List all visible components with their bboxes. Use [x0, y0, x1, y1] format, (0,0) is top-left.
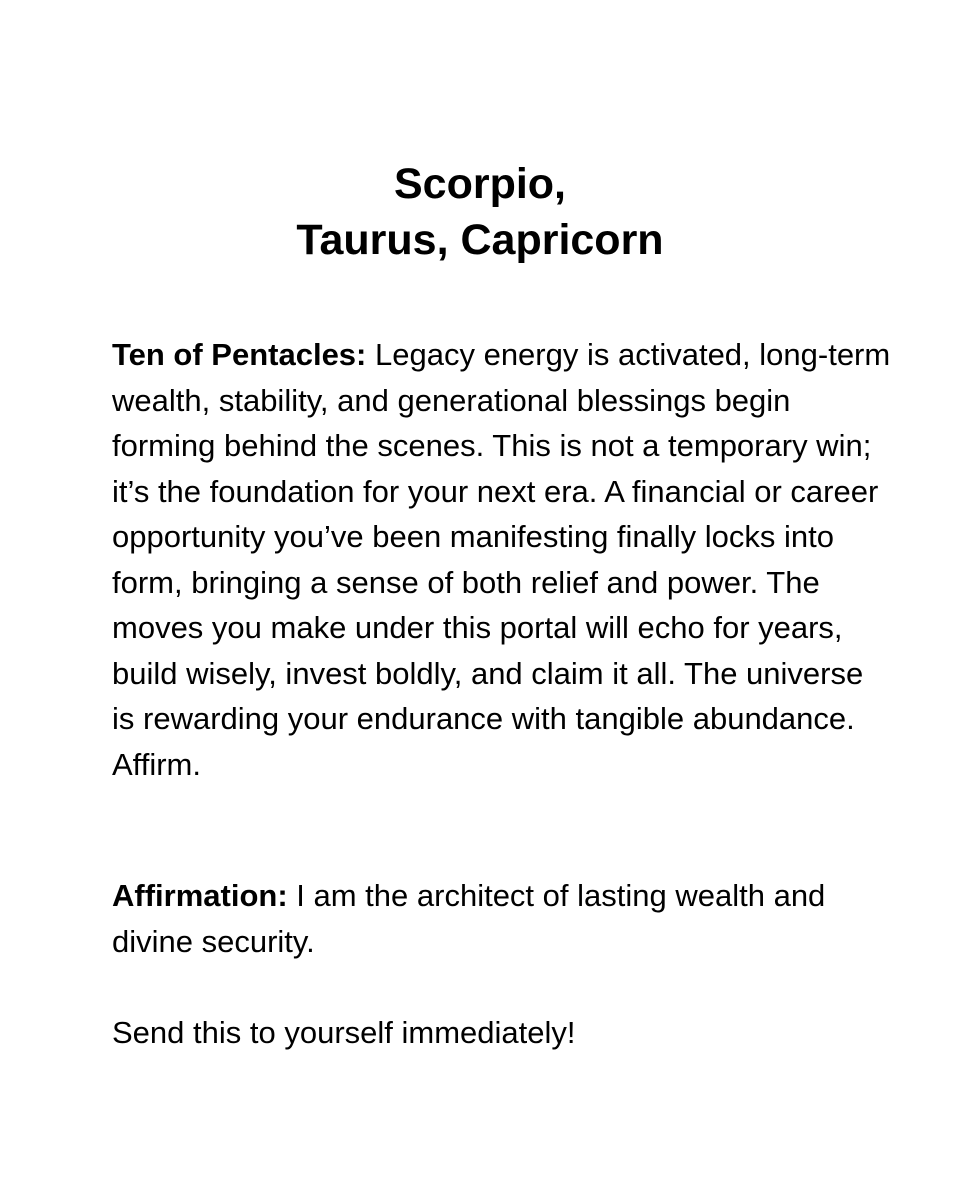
closing-line: Send this to yourself immediately!	[112, 1015, 576, 1050]
title-line-1: Scorpio,	[393, 160, 567, 208]
card-label: Ten of Pentacles:	[112, 337, 367, 372]
card-text: Legacy energy is activated, long-term wealth, stability, and generational blessings begin forming behind the scenes. This is not a temporary win; it’s the foundation for your next era. A financial or career opportunity you’ve been manifesting finally locks into form, bringing a sense of both relief and power. The moves you make under this portal will echo for years, build wisely, invest boldly, and claim it all. The universe is rewarding your endurance with tangible abundance. Affirm.	[112, 337, 891, 782]
page-title	[0, 156, 960, 268]
affirmation-paragraph	[112, 873, 892, 964]
affirmation-text: I am the architect of lasting wealth and divine security.	[112, 878, 826, 959]
affirmation-label: Affirmation:	[112, 878, 288, 913]
title-line-2: Taurus, Capricorn	[296, 216, 664, 264]
card-paragraph	[112, 332, 892, 787]
